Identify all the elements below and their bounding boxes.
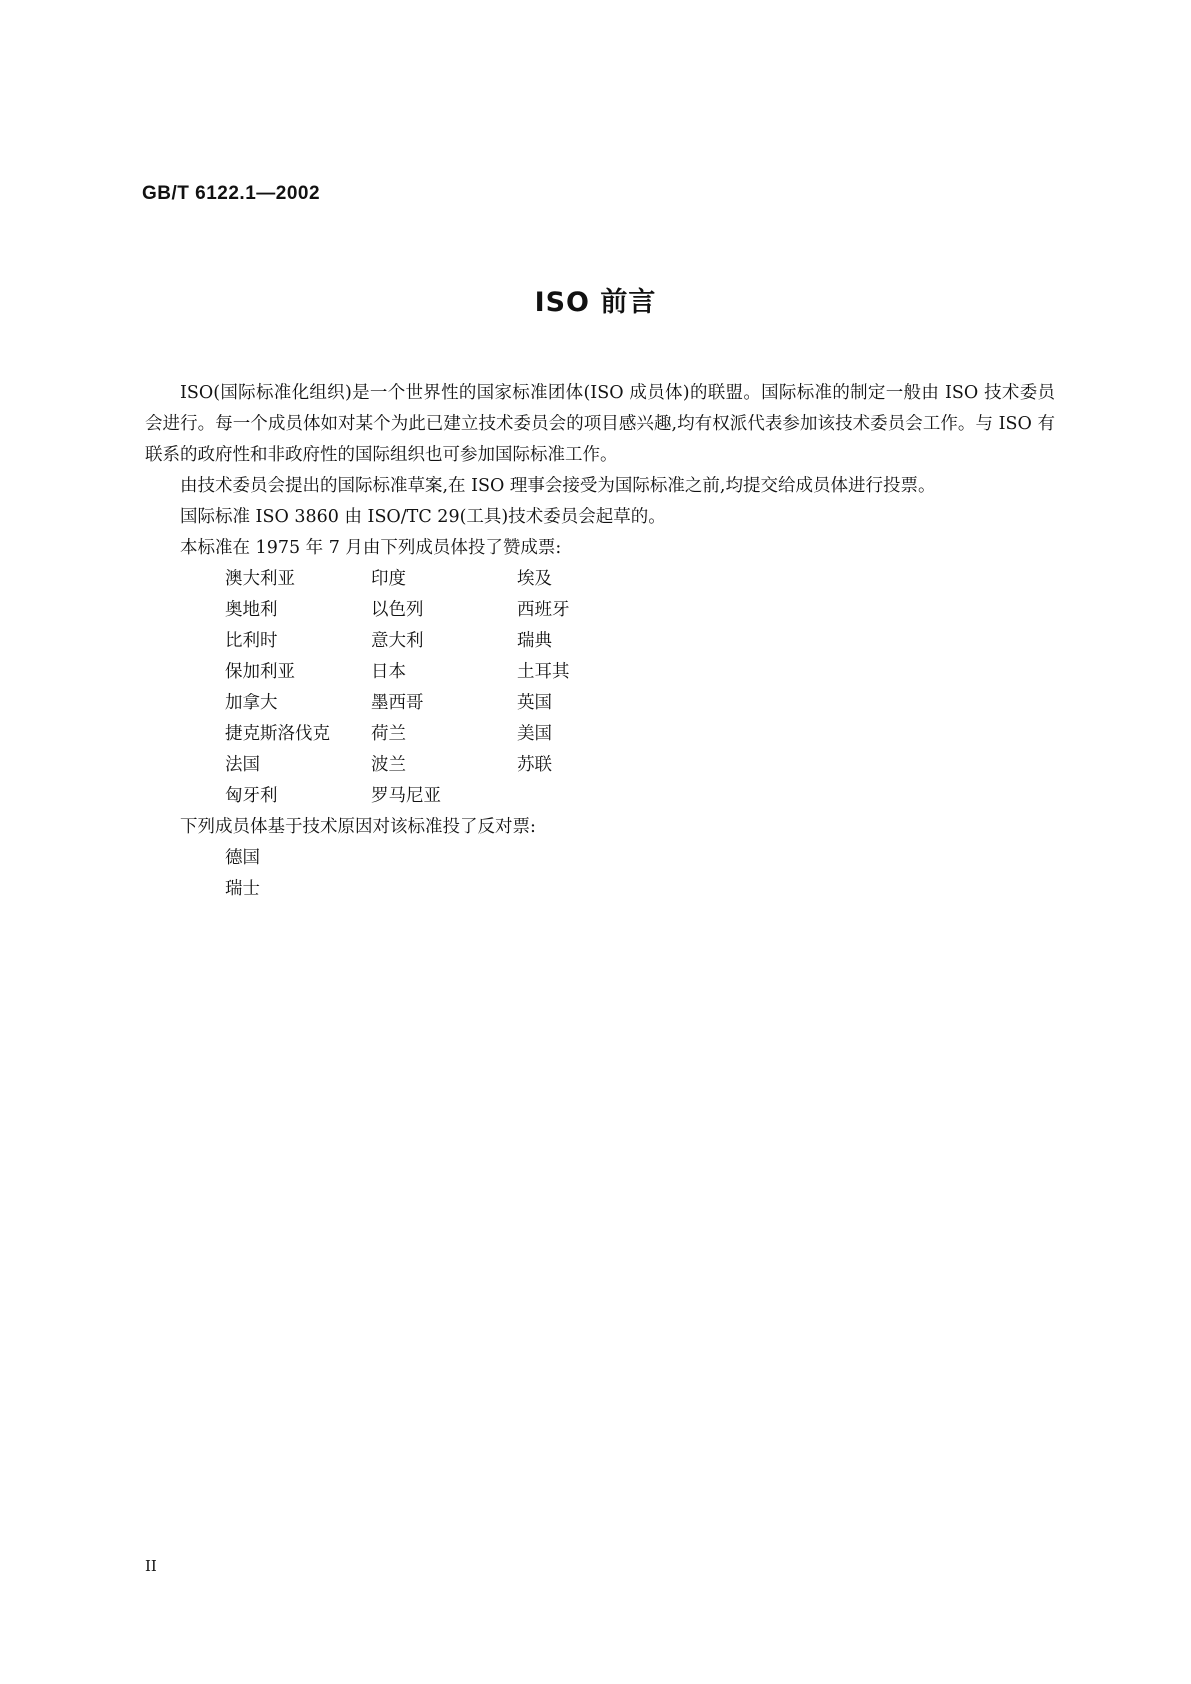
paragraph-draft-voting: 由技术委员会提出的国际标准草案,在 ISO 理事会接受为国际标准之前,均提交给成员体进行投票。 xyxy=(180,476,936,496)
list-item: 意大利 xyxy=(371,631,424,651)
approving-members-list xyxy=(225,564,1055,812)
standard-code: GB/T 6122.1—2002 xyxy=(142,183,321,204)
list-item: 瑞典 xyxy=(517,631,552,651)
list-item: 英国 xyxy=(517,693,552,713)
list-item: 澳大利亚 xyxy=(225,569,295,589)
list-item: 奥地利 xyxy=(225,600,278,620)
list-item: 加拿大 xyxy=(225,693,278,713)
paragraph-disapproval-intro: 下列成员体基于技术原因对该标准投了反对票: xyxy=(180,817,536,837)
list-item: 印度 xyxy=(371,569,406,589)
list-item xyxy=(517,781,663,812)
list-item: 匈牙利 xyxy=(225,786,278,806)
list-item: 瑞士 xyxy=(225,879,260,899)
page-number: II xyxy=(145,1557,157,1575)
list-item: 日本 xyxy=(371,662,406,682)
page-title: ISO 前言 xyxy=(534,287,657,318)
paragraph-iso-intro: ISO(国际标准化组织)是一个世界性的国家标准团体(ISO 成员体)的联盟。国际标准的制定一般由 ISO 技术委员会进行。每一个成员体如对某个为此已建立技术委员会的项目感兴趣,均有权派代表参加该技术委员会工作。与 ISO 有联系的政府性和非政府性的国际组织也可参加国际标准工作。 xyxy=(145,383,1055,465)
list-item: 波兰 xyxy=(371,755,406,775)
paragraph-approval-intro: 本标准在 1975 年 7 月由下列成员体投了赞成票: xyxy=(180,538,562,558)
list-item: 罗马尼亚 xyxy=(371,786,441,806)
list-item: 法国 xyxy=(225,755,260,775)
foreword-body xyxy=(145,378,1055,905)
list-item: 墨西哥 xyxy=(371,693,424,713)
list-item: 埃及 xyxy=(517,569,552,589)
list-item: 捷克斯洛伐克 xyxy=(225,724,330,744)
disapproving-members-list xyxy=(225,843,1055,905)
list-item: 保加利亚 xyxy=(225,662,295,682)
list-item: 以色列 xyxy=(371,600,424,620)
list-item: 荷兰 xyxy=(371,724,406,744)
list-item: 苏联 xyxy=(517,755,552,775)
list-item: 比利时 xyxy=(225,631,278,651)
list-item: 德国 xyxy=(225,848,260,868)
paragraph-drafting-committee: 国际标准 ISO 3860 由 ISO/TC 29(工具)技术委员会起草的。 xyxy=(180,507,666,527)
list-item: 美国 xyxy=(517,724,552,744)
list-item: 土耳其 xyxy=(517,662,570,682)
list-item: 西班牙 xyxy=(517,600,570,620)
